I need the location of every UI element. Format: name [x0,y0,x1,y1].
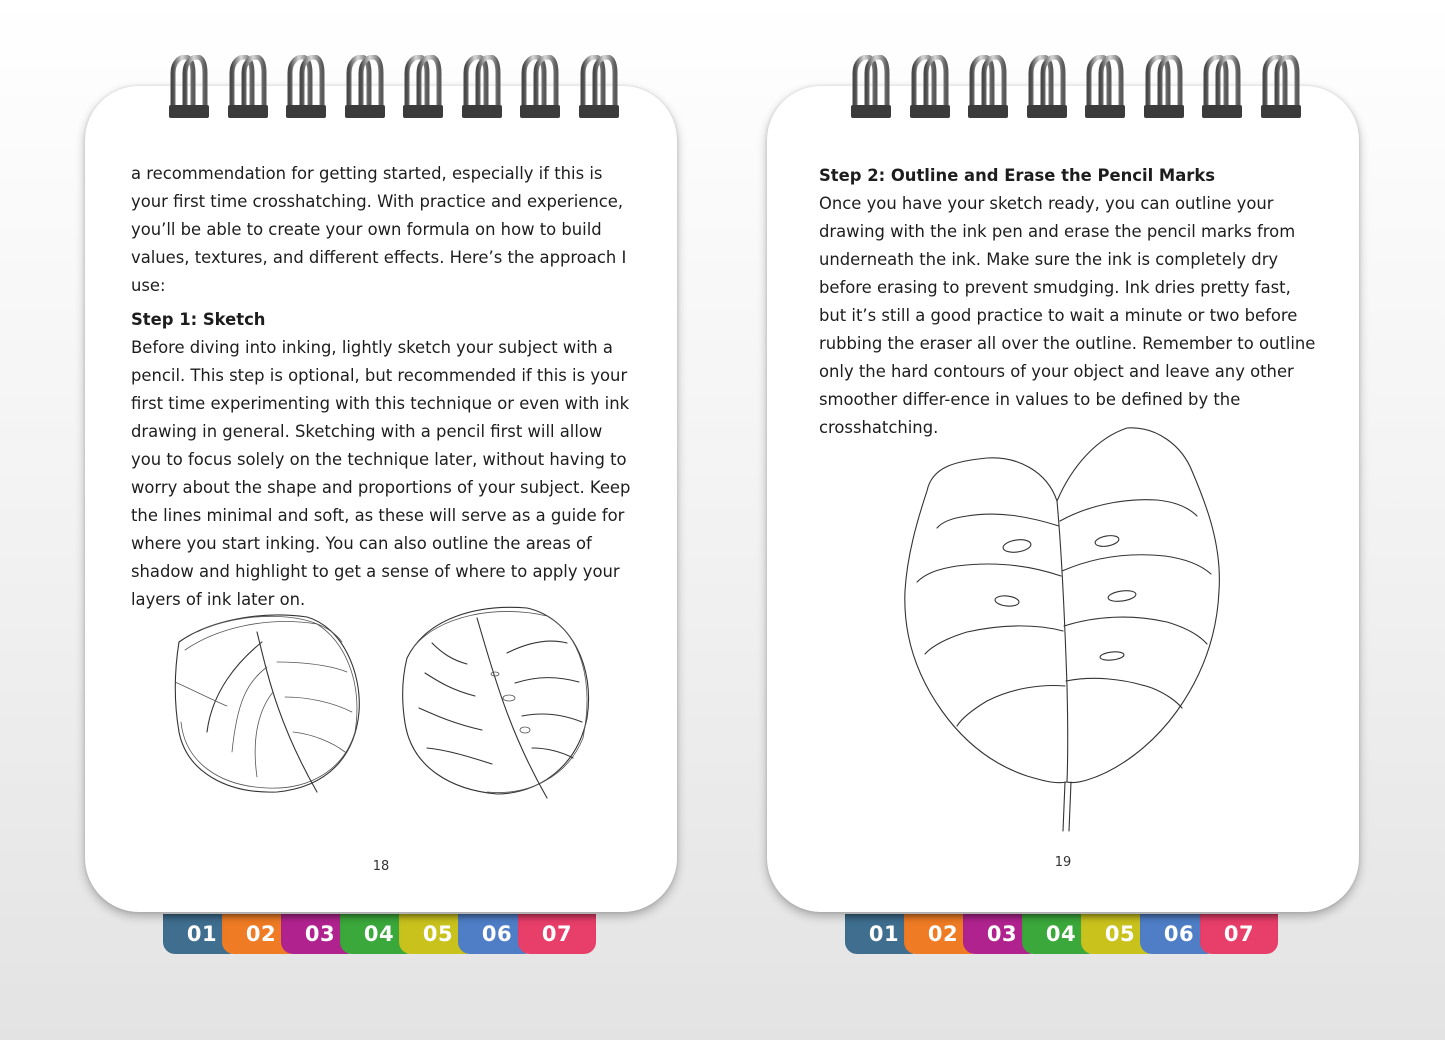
spiral-ring-icon [461,55,503,120]
spiral-ring-icon [344,55,386,120]
chapter-tab-02[interactable]: 02 [904,914,982,954]
spiral-ring-icon [402,55,444,120]
chapter-tab-04[interactable]: 04 [340,914,418,954]
chapter-tabs-left [80,914,680,956]
page-19 [767,86,1359,912]
page-19-text [819,162,1319,442]
chapter-tab-03[interactable]: 03 [963,914,1041,954]
step-1-heading: Step 1: Sketch [131,310,266,329]
page-18-text [131,160,636,614]
spiral-ring-icon [1084,55,1126,120]
chapter-tab-04[interactable]: 04 [1022,914,1100,954]
chapter-tab-07[interactable]: 07 [1200,914,1278,954]
page-number-18: 18 [372,859,390,874]
spiral-ring-icon [909,55,951,120]
spiral-binding-left [168,55,618,125]
spiral-ring-icon [168,55,210,120]
chapter-tab-05[interactable]: 05 [399,914,477,954]
chapter-tab-02[interactable]: 02 [222,914,300,954]
step-2-heading: Step 2: Outline and Erase the Pencil Marks [819,166,1216,185]
spiral-binding-right [850,55,1300,125]
monstera-rough-sketch-icon [167,602,367,802]
chapter-tab-01[interactable]: 01 [163,914,241,954]
chapter-tab-07[interactable]: 07 [518,914,596,954]
chapter-tab-06[interactable]: 06 [1140,914,1218,954]
step-1-body: Before diving into inking, lightly sketch your subject with a pencil. This step is optional, but recommended if this is your first time experimenting with this technique or even with ink drawing in general. Sketching with a pencil first will allow you to focus solely on the technique later, without having to worry about the shape and proportions of your subject. Keep the lines minimal and soft, as these will serve as a guide for where you start inking. You can also outline the areas of shadow and highlight to get a sense of where to apply your layers of ink later on. [131,338,631,609]
chapter-tab-06[interactable]: 06 [458,914,536,954]
chapter-tabs-right [762,914,1362,956]
spiral-ring-icon [285,55,327,120]
left-notepad [80,0,680,1040]
spiral-ring-icon [519,55,561,120]
monstera-ink-outline-icon [897,426,1227,836]
monstera-detailed-sketch-icon [397,598,597,803]
intro-paragraph: a recommendation for getting started, especially if this is your first time crosshatching. With practice and experience, you’ll be able to create your own formula on how to build values, textures, and different effects. Here’s the approach I use: [131,164,627,295]
step-2-body: Once you have your sketch ready, you can outline your drawing with the ink pen and erase the pencil marks from underneath the ink. Make sure the ink is completely dry before erasing to prevent smudging. Ink dries pretty fast, but it’s still a good practice to wait a minute or two before rubbing the eraser all over the outline. Remember to outline only the hard contours of your object and leave any other smoother differ-ence in values to be defined by the crosshatching. [819,194,1316,437]
page-18 [85,86,677,912]
spiral-ring-icon [1143,55,1185,120]
spiral-ring-icon [1260,55,1302,120]
chapter-tab-01[interactable]: 01 [845,914,923,954]
spiral-ring-icon [967,55,1009,120]
spiral-ring-icon [578,55,620,120]
spiral-ring-icon [227,55,269,120]
spiral-ring-icon [850,55,892,120]
chapter-tab-03[interactable]: 03 [281,914,359,954]
chapter-tab-05[interactable]: 05 [1081,914,1159,954]
page-number-19: 19 [1054,855,1072,870]
spiral-ring-icon [1026,55,1068,120]
right-notepad [762,0,1362,1040]
spiral-ring-icon [1201,55,1243,120]
